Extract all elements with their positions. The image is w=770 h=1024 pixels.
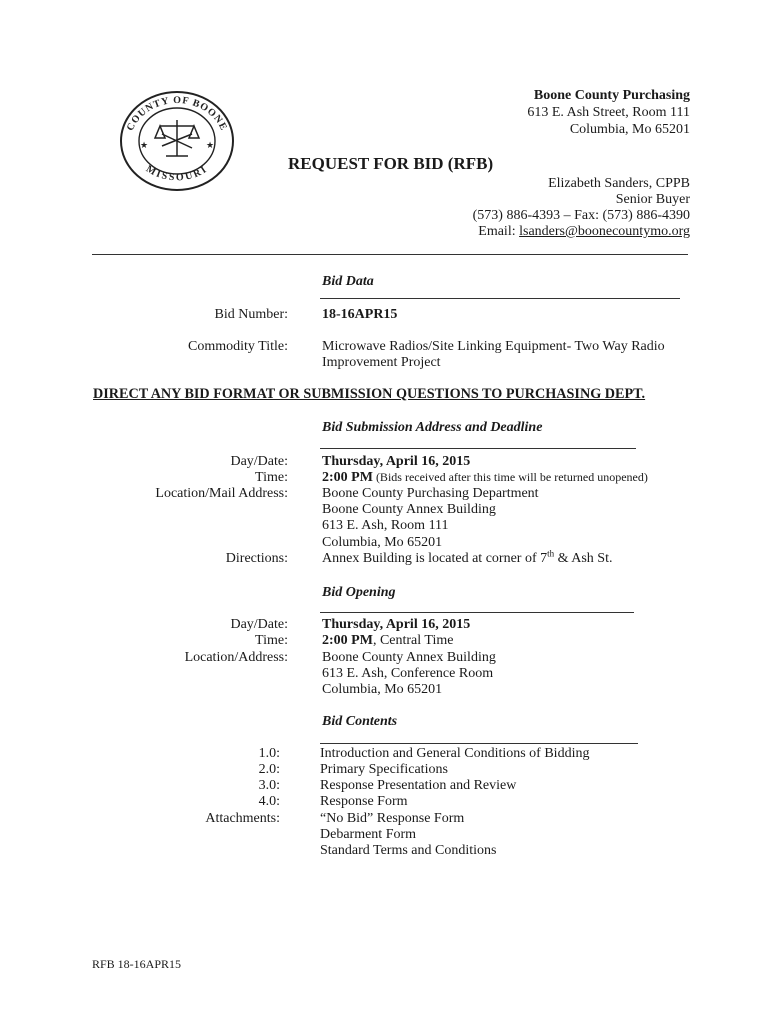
opening-loc-3: Columbia, Mo 65201 bbox=[322, 682, 443, 698]
submission-loc-2: Boone County Annex Building bbox=[322, 502, 496, 518]
submission-time-label: Time: bbox=[255, 470, 288, 485]
opening-loc-1: Boone County Annex Building bbox=[322, 650, 496, 665]
submission-daydate-label: Day/Date: bbox=[230, 454, 288, 469]
submission-loc-3: 613 E. Ash, Room 111 bbox=[322, 518, 449, 534]
bid-data-rule bbox=[320, 298, 680, 299]
bid-number-label: Bid Number: bbox=[214, 307, 288, 322]
submission-loc-1: Boone County Purchasing Department bbox=[322, 486, 539, 501]
opening-location-label: Location/Address: bbox=[184, 650, 288, 665]
submission-rule bbox=[320, 448, 636, 449]
submission-time: 2:00 PM bbox=[322, 470, 373, 485]
contents-num-1: 1.0: bbox=[258, 746, 280, 761]
submission-time-note: (Bids received after this time will be returned unopened) bbox=[372, 470, 648, 484]
opening-location-value bbox=[322, 650, 496, 699]
seal-bottom-text: MISSOURI bbox=[143, 163, 211, 184]
opening-time: 2:00 PM bbox=[322, 633, 373, 648]
svg-text:MISSOURI bbox=[144, 164, 210, 184]
bid-data-heading: Bid Data bbox=[322, 274, 374, 289]
contents-heading: Bid Contents bbox=[322, 714, 398, 729]
opening-rule bbox=[320, 612, 634, 613]
opening-daydate-label: Day/Date: bbox=[230, 617, 288, 632]
attachment-3: Standard Terms and Conditions bbox=[320, 843, 497, 858]
email-link[interactable]: lsanders@boonecountymo.org bbox=[519, 224, 690, 239]
attachment-2: Debarment Form bbox=[320, 827, 417, 842]
attachments-label: Attachments: bbox=[205, 811, 280, 826]
attachment-1: “No Bid” Response Form bbox=[320, 811, 465, 826]
submission-heading: Bid Submission Address and Deadline bbox=[322, 420, 543, 435]
org-address-line2: Columbia, Mo 65201 bbox=[569, 122, 690, 137]
opening-heading: Bid Opening bbox=[322, 585, 396, 600]
contact-phone-fax: (573) 886-4393 – Fax: (573) 886-4390 bbox=[472, 208, 690, 223]
contents-num-4: 4.0: bbox=[258, 794, 280, 809]
contents-item-3: Response Presentation and Review bbox=[320, 778, 517, 793]
submission-time-value bbox=[322, 470, 648, 486]
page-title: REQUEST FOR BID (RFB) bbox=[288, 154, 494, 173]
contents-rule bbox=[320, 743, 638, 744]
svg-text:★: ★ bbox=[206, 140, 215, 150]
bid-number-value: 18-16APR15 bbox=[322, 307, 398, 322]
commodity-line-1: Microwave Radios/Site Linking Equipment- Two Way Radio bbox=[322, 339, 665, 354]
directions-text: Annex Building is located at corner of 7 bbox=[322, 551, 548, 566]
directions-sup: th bbox=[547, 548, 555, 559]
submission-location-value bbox=[322, 486, 539, 551]
submission-daydate-value: Thursday, April 16, 2015 bbox=[322, 454, 471, 469]
scales-icon bbox=[155, 120, 199, 156]
directions-text-end: & Ash St. bbox=[554, 551, 613, 566]
county-seal bbox=[118, 90, 236, 192]
contact-name: Elizabeth Sanders, CPPB bbox=[548, 176, 690, 191]
opening-time-value bbox=[322, 633, 453, 649]
opening-time-rest: , Central Time bbox=[372, 633, 454, 648]
svg-text:★: ★ bbox=[140, 140, 149, 150]
contents-num-3: 3.0: bbox=[258, 778, 280, 793]
email-label: Email: bbox=[478, 224, 520, 239]
submission-loc-4: Columbia, Mo 65201 bbox=[322, 534, 443, 550]
seal-top-text: COUNTY OF BOONE bbox=[124, 94, 230, 133]
commodity-title-label: Commodity Title: bbox=[188, 339, 288, 354]
opening-time-label: Time: bbox=[255, 633, 288, 648]
footer-reference: RFB 18-16APR15 bbox=[92, 957, 182, 971]
opening-daydate-value: Thursday, April 16, 2015 bbox=[322, 617, 471, 632]
org-address-line1: 613 E. Ash Street, Room 111 bbox=[527, 105, 690, 120]
contact-email-row bbox=[478, 224, 690, 240]
opening-loc-2: 613 E. Ash, Conference Room bbox=[322, 666, 494, 682]
commodity-line-2: Improvement Project bbox=[322, 355, 441, 371]
submission-location-label: Location/Mail Address: bbox=[155, 486, 288, 501]
direct-questions-notice: DIRECT ANY BID FORMAT OR SUBMISSION QUESTIONS TO PURCHASING DEPT. bbox=[93, 386, 646, 402]
contents-item-1: Introduction and General Conditions of Bidding bbox=[320, 746, 590, 761]
contact-title: Senior Buyer bbox=[615, 192, 690, 207]
org-name: Boone County Purchasing bbox=[533, 88, 690, 103]
contents-item-2: Primary Specifications bbox=[320, 762, 448, 777]
directions-label: Directions: bbox=[225, 551, 288, 566]
commodity-title-value bbox=[322, 339, 665, 371]
contents-item-4: Response Form bbox=[320, 794, 408, 809]
contents-num-2: 2.0: bbox=[258, 762, 280, 777]
header-divider bbox=[92, 254, 688, 255]
directions-value bbox=[322, 548, 613, 567]
